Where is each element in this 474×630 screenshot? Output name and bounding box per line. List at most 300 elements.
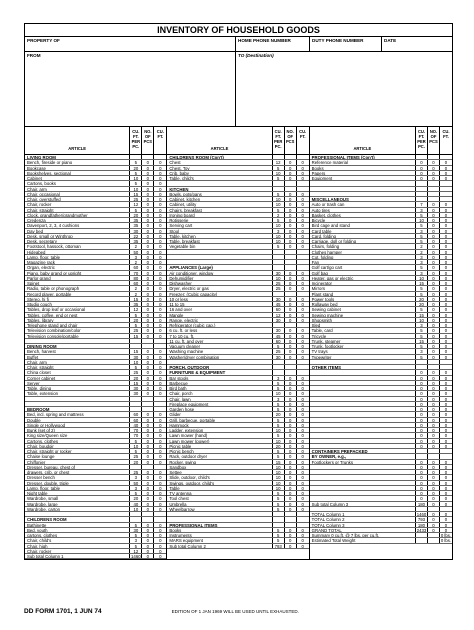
pieces-input[interactable]: 0 (142, 549, 154, 553)
article-name: TOTAL Column 1 (310, 512, 416, 516)
pieces-input[interactable]: 0 (142, 428, 154, 432)
pieces-input[interactable] (428, 197, 440, 201)
pieces-input[interactable] (142, 397, 154, 401)
cuft-per-piece-cell: 15 (130, 349, 142, 353)
pieces-input[interactable] (428, 454, 440, 458)
pieces-input[interactable]: 0 (428, 292, 440, 296)
article-name: Table, extension (25, 391, 130, 395)
pieces-input[interactable]: 0 (142, 491, 154, 495)
pieces-input[interactable] (142, 344, 154, 348)
pieces-input[interactable] (285, 155, 297, 159)
pieces-input[interactable]: 0 (142, 355, 154, 359)
pieces-input[interactable]: 0 (142, 255, 154, 259)
pieces-input[interactable]: 0 (285, 481, 297, 485)
pieces-input[interactable]: 0 (428, 239, 440, 243)
cuft-per-piece-cell (416, 155, 428, 159)
pieces-input[interactable]: 0 (285, 428, 297, 432)
pieces-input[interactable]: 0 (142, 307, 154, 311)
pieces-input[interactable]: 0 (142, 370, 154, 374)
pieces-input[interactable]: 0 (285, 339, 297, 343)
pieces-input[interactable]: 0 (142, 554, 154, 558)
pieces-input[interactable]: 0 (428, 496, 440, 500)
article-name: TOTAL Column 3 (310, 523, 416, 527)
pieces-input[interactable] (142, 155, 154, 159)
pieces-input[interactable]: 0 (285, 234, 297, 238)
pieces-input[interactable]: 0 (142, 166, 154, 170)
pieces-input[interactable]: 0 (428, 370, 440, 374)
pieces-input[interactable]: 0 (428, 470, 440, 474)
pieces-input[interactable]: 0 (142, 202, 154, 206)
pieces-input[interactable]: 0 (142, 544, 154, 548)
article-name: Chairs, breakfast (167, 208, 272, 212)
pieces-input[interactable]: 0 (428, 465, 440, 469)
pieces-input[interactable] (142, 512, 154, 516)
pieces-input[interactable]: 0 (428, 381, 440, 385)
pieces-input[interactable]: 0 (142, 229, 154, 233)
pieces-input[interactable]: 0 (285, 176, 297, 180)
pieces-input[interactable]: 0 (142, 454, 154, 458)
pieces-input[interactable]: 0 (428, 402, 440, 406)
pieces-input[interactable]: 0 (285, 344, 297, 348)
cuft-per-piece-cell: 3 (416, 255, 428, 259)
pieces-input[interactable] (428, 187, 440, 191)
pieces-input[interactable]: 0 (428, 229, 440, 233)
article-name: Cabinet, kitchen (167, 197, 272, 201)
pieces-input[interactable]: 0 (428, 276, 440, 280)
pieces-input[interactable]: 0 (428, 265, 440, 269)
pieces-input[interactable] (142, 339, 154, 343)
pieces-input[interactable]: 0 (142, 376, 154, 380)
pieces-input[interactable]: 0 (285, 355, 297, 359)
pieces-input[interactable]: 0 (285, 439, 297, 443)
pieces-input[interactable] (285, 360, 297, 364)
pieces-input[interactable]: 0 (285, 444, 297, 448)
pieces-input[interactable]: 0 (142, 528, 154, 532)
article-name (167, 255, 272, 259)
cuft-total-cell: 0 (159, 186, 162, 192)
pieces-input[interactable]: 0 (142, 334, 154, 338)
pieces-input[interactable]: 0 (428, 486, 440, 490)
cuft-total-cell: 0 (444, 307, 448, 313)
pieces-input[interactable]: 0 (285, 465, 297, 469)
pieces-input[interactable] (285, 187, 297, 191)
pieces-input[interactable]: 0 (142, 197, 154, 201)
pieces-input[interactable] (142, 517, 154, 521)
pieces-input[interactable]: 0 (285, 213, 297, 217)
pieces-input[interactable]: 0 (428, 481, 440, 485)
cuft-per-piece-cell: 5 (130, 313, 142, 317)
pieces-input[interactable]: 0 (285, 486, 297, 490)
pieces-input[interactable]: 0 (142, 433, 154, 437)
pieces-input[interactable] (285, 517, 297, 521)
pieces-input[interactable]: 0 (428, 433, 440, 437)
article-name: drawers, crib, or chest (25, 470, 130, 474)
pieces-input[interactable]: 0 (428, 428, 440, 432)
pieces-input[interactable]: 0 (285, 376, 297, 380)
cuft-total-cell: 0 (159, 433, 162, 439)
pieces-input[interactable]: 0 (142, 187, 154, 191)
pieces-input[interactable]: 0 (285, 386, 297, 390)
pieces-input[interactable] (428, 533, 440, 537)
pieces-input[interactable]: 0 (428, 475, 440, 479)
pieces-input[interactable]: 0 (428, 302, 440, 306)
pieces-input[interactable]: 0 (428, 281, 440, 285)
pieces-input[interactable]: 0 (285, 538, 297, 542)
pieces-input[interactable]: 0 (428, 244, 440, 248)
article-name: Tricycle (310, 334, 416, 338)
pieces-input[interactable]: 0 (428, 176, 440, 180)
pieces-input[interactable]: 0 (428, 391, 440, 395)
pieces-input[interactable]: 0 (142, 176, 154, 180)
cuft-per-piece-cell: 5 (130, 449, 142, 453)
pieces-input[interactable]: 0 (428, 166, 440, 170)
pieces-input[interactable]: 0 (142, 365, 154, 369)
cuft-total-cell: 0 (159, 380, 162, 386)
pieces-input[interactable]: 0 (142, 418, 154, 422)
pieces-input[interactable]: 0 (285, 166, 297, 170)
pieces-input[interactable]: 0 (428, 260, 440, 264)
pieces-input[interactable]: 0 (428, 349, 440, 353)
pieces-input[interactable]: 0 (142, 276, 154, 280)
pieces-input[interactable]: 0 (285, 160, 297, 164)
cuft-per-piece-cell: 10 (273, 223, 285, 227)
pieces-input[interactable]: 0 (285, 318, 297, 322)
pieces-input[interactable]: 0 (142, 218, 154, 222)
pieces-input[interactable]: 0 (428, 491, 440, 495)
pieces-input[interactable]: 0 (285, 229, 297, 233)
pieces-input[interactable] (285, 265, 297, 269)
pieces-input[interactable]: 0 (428, 208, 440, 212)
pieces-input[interactable]: 0 (142, 286, 154, 290)
date-field[interactable]: DATE (384, 38, 397, 43)
pieces-input[interactable]: 0 (142, 213, 154, 217)
pieces-input[interactable]: 0 (142, 444, 154, 448)
pieces-input[interactable] (428, 449, 440, 453)
to-field[interactable]: TO (Destination) (238, 53, 274, 58)
pieces-input[interactable]: 0 (428, 171, 440, 175)
pieces-input[interactable]: 0 (285, 202, 297, 206)
pieces-input[interactable]: 0 (285, 402, 297, 406)
pieces-input[interactable]: 0 (428, 344, 440, 348)
pieces-input[interactable] (428, 538, 440, 542)
article-name: Picnic table (167, 444, 272, 448)
cuft-per-piece-cell: 5 (273, 423, 285, 427)
pieces-input[interactable]: 0 (142, 297, 154, 301)
pieces-input[interactable]: 0 (285, 475, 297, 479)
cuft-per-piece-cell (130, 407, 142, 411)
cuft-per-piece-cell: 5 (130, 171, 142, 175)
pieces-input[interactable]: 0 (428, 528, 440, 532)
pieces-input[interactable]: 0 (142, 271, 154, 275)
pieces-input[interactable]: 0 (285, 397, 297, 401)
pieces-input[interactable]: 0 (285, 381, 297, 385)
pieces-input[interactable]: 0 (142, 386, 154, 390)
pieces-input[interactable]: 0 (285, 244, 297, 248)
pieces-input[interactable]: 0 (285, 223, 297, 227)
pieces-input[interactable] (428, 155, 440, 159)
pieces-input[interactable]: 0 (142, 260, 154, 264)
pieces-input[interactable]: 0 (285, 297, 297, 301)
cuft-total-cell: 0 (301, 506, 304, 512)
pieces-input[interactable] (285, 365, 297, 369)
pieces-input[interactable]: 0 (142, 475, 154, 479)
pieces-input[interactable] (428, 192, 440, 196)
pieces-input[interactable] (285, 181, 297, 185)
pieces-input[interactable]: 0 (285, 528, 297, 532)
pieces-input[interactable]: 0 (142, 381, 154, 385)
pieces-input[interactable]: 0 (285, 239, 297, 243)
pieces-input[interactable]: 0 (142, 496, 154, 500)
pieces-input[interactable]: 0 (285, 276, 297, 280)
pieces-input[interactable]: 0 (428, 386, 440, 390)
pieces-input[interactable]: 0 (142, 507, 154, 511)
pieces-input[interactable]: 0 (428, 412, 440, 416)
article-name: Auto tires (310, 208, 416, 212)
pieces-input[interactable]: 0 (285, 470, 297, 474)
article-name: Rotisserie (167, 218, 272, 222)
cuft-total-cell: 0 (159, 291, 162, 297)
pieces-input[interactable]: 0 (285, 192, 297, 196)
pieces-input[interactable]: 0 (142, 439, 154, 443)
cuft-total-cell: 0 (159, 254, 162, 260)
pieces-input[interactable]: 0 (285, 197, 297, 201)
cuft-per-piece-cell: 10 (130, 187, 142, 191)
cuft-total-cell: 0 (444, 491, 448, 496)
cuft-total-cell: 0 (159, 527, 162, 533)
cuft-total-cell (297, 255, 309, 259)
article-name: Bird bath (167, 386, 272, 390)
pieces-input[interactable]: 0 (285, 496, 297, 500)
pieces-input[interactable]: 0 (285, 412, 297, 416)
cuft-per-piece-cell: 50 (130, 481, 142, 485)
pieces-input[interactable]: 0 (142, 523, 154, 527)
cuft-per-piece-cell: 15 (416, 339, 428, 343)
pieces-input[interactable] (428, 181, 440, 185)
pieces-input[interactable]: 0 (428, 271, 440, 275)
inventory-column-3 (310, 127, 452, 559)
cuft-per-piece-cell: 10 (273, 465, 285, 469)
pieces-input[interactable] (428, 360, 440, 364)
pieces-input[interactable]: 0 (285, 454, 297, 458)
pieces-input[interactable] (285, 260, 297, 264)
pieces-input[interactable]: 0 (428, 160, 440, 164)
cuft-total-cell: 0 (301, 349, 304, 355)
cuft-total-cell: 0 (444, 270, 448, 276)
form-footer (24, 608, 451, 615)
pieces-input[interactable]: 0 (428, 334, 440, 338)
pieces-input[interactable]: 0 (285, 544, 297, 548)
pieces-input[interactable]: 0 (428, 313, 440, 317)
cuft-total-cell: 0 (301, 480, 304, 486)
pieces-input[interactable] (428, 365, 440, 369)
pieces-input[interactable] (285, 292, 297, 296)
property-of-field[interactable]: PROPERTY OF (25, 37, 236, 51)
pieces-input[interactable]: 0 (285, 271, 297, 275)
pieces-input[interactable]: 0 (428, 250, 440, 254)
pieces-input[interactable]: 0 (142, 160, 154, 164)
pieces-input[interactable]: 0 (428, 255, 440, 259)
pieces-input[interactable]: 0 (285, 407, 297, 411)
number-of-pieces-header: NO. OF PCS (142, 127, 154, 154)
pieces-input[interactable]: 0 (285, 328, 297, 332)
pieces-input[interactable]: 0 (428, 202, 440, 206)
pieces-input[interactable] (142, 407, 154, 411)
pieces-input[interactable] (285, 523, 297, 527)
pieces-input[interactable]: 0 (142, 349, 154, 353)
home-phone-field[interactable]: HOME PHONE NUMBER (236, 37, 310, 51)
pieces-input[interactable] (285, 370, 297, 374)
pieces-input[interactable]: 0 (285, 313, 297, 317)
pieces-input[interactable]: 0 (285, 460, 297, 464)
pieces-input[interactable]: 0 (428, 318, 440, 322)
article-name (310, 465, 416, 469)
pieces-input[interactable]: 0 (142, 292, 154, 296)
cuft-per-piece-cell: 2 (130, 292, 142, 296)
pieces-input[interactable]: 0 (428, 502, 440, 506)
article-name: Golf bag (310, 271, 416, 275)
pieces-input[interactable]: 0 (428, 523, 440, 527)
pieces-input[interactable]: 0 (142, 302, 154, 306)
pieces-input[interactable]: 0 (142, 460, 154, 464)
cuft-total-cell: 0 (301, 170, 304, 176)
pieces-input[interactable]: 0 (285, 491, 297, 495)
pieces-input[interactable] (285, 255, 297, 259)
pieces-input[interactable]: 0 (285, 533, 297, 537)
pieces-input[interactable]: 0 (142, 481, 154, 485)
pieces-input[interactable]: 0 (285, 349, 297, 353)
pieces-input[interactable]: 0 (142, 328, 154, 332)
cuft-per-piece-cell: 5 (273, 192, 285, 196)
pieces-input[interactable]: 0 (428, 328, 440, 332)
cuft-total-cell (297, 250, 309, 254)
pieces-input[interactable]: 0 (142, 171, 154, 175)
pieces-input[interactable]: 0 (142, 412, 154, 416)
pieces-input[interactable]: 0 (142, 502, 154, 506)
pieces-input[interactable]: 0 (428, 407, 440, 411)
cuft-per-piece-cell: 2 (130, 244, 142, 248)
cuft-total-cell: 0 (159, 548, 162, 554)
article-name: 16 and over (167, 307, 272, 311)
cuft-total-cell: 0 (444, 333, 448, 339)
pieces-input[interactable]: 0 (142, 208, 154, 212)
pieces-input[interactable]: 0 (142, 223, 154, 227)
pieces-input[interactable]: 0 (142, 449, 154, 453)
pieces-input[interactable]: 0 (285, 433, 297, 437)
pieces-input[interactable]: 0 (142, 265, 154, 269)
article-name: Piano, baby grand or upright (25, 271, 130, 275)
pieces-input[interactable]: 0 (428, 307, 440, 311)
pieces-input[interactable]: 0 (428, 223, 440, 227)
pieces-input[interactable]: 0 (428, 234, 440, 238)
pieces-input[interactable]: 0 (142, 244, 154, 248)
pieces-input[interactable]: 0 (142, 239, 154, 243)
pieces-input[interactable]: 0 (285, 423, 297, 427)
pieces-input[interactable] (142, 402, 154, 406)
from-field[interactable]: FROM (25, 52, 236, 126)
pieces-input[interactable]: 0 (142, 181, 154, 185)
pieces-input[interactable] (428, 507, 440, 511)
pieces-input[interactable]: 0 (285, 281, 297, 285)
pieces-input[interactable]: 0 (285, 208, 297, 212)
pieces-input[interactable]: 0 (142, 313, 154, 317)
pieces-input[interactable]: 0 (285, 286, 297, 290)
article-name: Stool (167, 229, 272, 233)
pieces-input[interactable]: 0 (428, 418, 440, 422)
cuft-total-cell: 0 (301, 228, 304, 234)
pieces-input[interactable]: 0 (142, 281, 154, 285)
cuft-per-piece-cell: 5 (130, 323, 142, 327)
pieces-input[interactable]: 0 (428, 297, 440, 301)
pieces-input[interactable]: 0 (142, 192, 154, 196)
pieces-input[interactable]: 0 (142, 234, 154, 238)
article-name: Glider (167, 412, 272, 416)
pieces-input[interactable] (285, 323, 297, 327)
cuft-per-piece-cell: 3 (130, 475, 142, 479)
pieces-input[interactable]: 0 (142, 538, 154, 542)
pieces-input[interactable]: 0 (285, 334, 297, 338)
pieces-input[interactable]: 0 (285, 502, 297, 506)
pieces-input[interactable]: 0 (285, 449, 297, 453)
pieces-input[interactable]: 0 (142, 423, 154, 427)
pieces-input[interactable]: 0 (285, 418, 297, 422)
cuft-total-cell: 0 (444, 317, 448, 323)
pieces-input[interactable]: 0 (428, 397, 440, 401)
article-name: PROFESSIONAL ITEMS (167, 523, 272, 527)
pieces-input[interactable]: 0 (428, 512, 440, 516)
pieces-input[interactable] (285, 512, 297, 516)
cuft-per-piece-cell: 5 (416, 292, 428, 296)
pieces-input[interactable]: 0 (142, 250, 154, 254)
pieces-input[interactable]: 0 (428, 218, 440, 222)
pieces-input[interactable]: 0 (285, 507, 297, 511)
pieces-input[interactable]: 0 (428, 355, 440, 359)
pieces-input[interactable]: 0 (142, 391, 154, 395)
pieces-input[interactable]: 0 (285, 391, 297, 395)
cuft-per-piece-cell: 5 (273, 538, 285, 542)
pieces-input[interactable]: 0 (142, 360, 154, 364)
pieces-input[interactable]: 0 (428, 213, 440, 217)
pieces-input[interactable]: 0 (428, 460, 440, 464)
pieces-input[interactable]: 0 (142, 318, 154, 322)
pieces-input[interactable]: 0 (428, 339, 440, 343)
article-name: Papers (310, 171, 416, 175)
pieces-input[interactable]: 0 (428, 323, 440, 327)
cuft-per-piece-cell: 3 (416, 229, 428, 233)
pieces-input[interactable] (285, 250, 297, 254)
pieces-input[interactable]: 0 (428, 376, 440, 380)
pieces-input[interactable]: 0 (285, 171, 297, 175)
article-name (167, 517, 272, 521)
duty-phone-field[interactable]: DUTY PHONE NUMBER (310, 37, 382, 51)
pieces-input[interactable]: 0 (428, 517, 440, 521)
pieces-input[interactable] (142, 465, 154, 469)
pieces-input[interactable]: 0 (428, 439, 440, 443)
pieces-input[interactable]: 0 (428, 444, 440, 448)
pieces-input[interactable]: 0 (142, 470, 154, 474)
pieces-input[interactable]: 0 (285, 218, 297, 222)
pieces-input[interactable]: 0 (285, 302, 297, 306)
cuft-total-cell: 0 (444, 485, 448, 491)
pieces-input[interactable]: 0 (142, 323, 154, 327)
pieces-input[interactable]: 0 (285, 307, 297, 311)
article-name (310, 444, 416, 448)
pieces-input[interactable]: 0 (428, 423, 440, 427)
pieces-input[interactable]: 0 (428, 286, 440, 290)
article-name: Footlockers or Trunks (310, 460, 416, 464)
pieces-input[interactable]: 0 (142, 533, 154, 537)
cuft-total-cell: 0 (444, 291, 448, 297)
pieces-input[interactable]: 0 (142, 486, 154, 490)
